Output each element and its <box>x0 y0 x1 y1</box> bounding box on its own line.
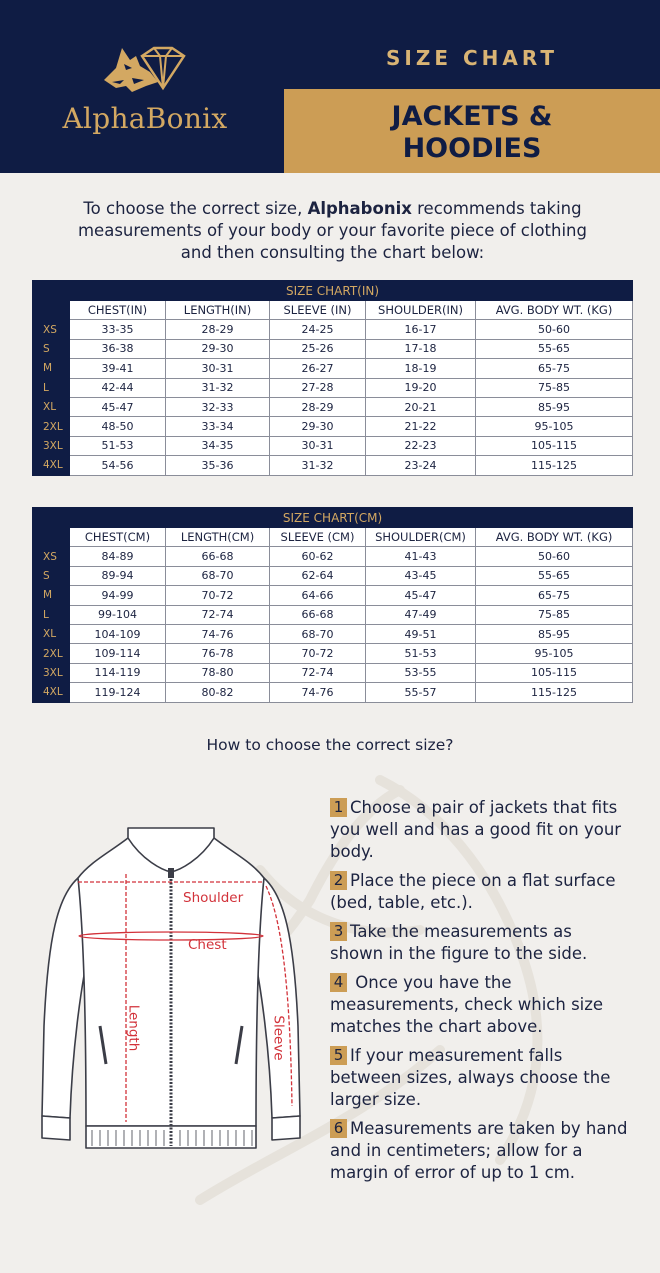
column-header: LENGTH(CM) <box>166 528 270 547</box>
table-row <box>33 359 633 378</box>
title-line-1: JACKETS & <box>391 101 553 132</box>
table-cell: 105-115 <box>476 436 633 455</box>
table-cell: 18-19 <box>366 359 476 378</box>
table-cell: 31-32 <box>270 456 366 475</box>
table-cell: 72-74 <box>166 605 270 624</box>
intro-brand: Alphabonix <box>307 199 412 218</box>
table-cell: 115-125 <box>476 683 633 702</box>
table-cell: 20-21 <box>366 397 476 416</box>
step-item <box>330 972 630 1038</box>
table-cell: 41-43 <box>366 547 476 566</box>
size-label: 2XL <box>33 417 70 436</box>
length-label: Length <box>125 1004 142 1052</box>
size-label: XL <box>33 624 70 643</box>
brand-logo <box>30 40 260 150</box>
guide-title: How to choose the correct size? <box>206 736 454 754</box>
title-line-2: HOODIES <box>402 133 542 164</box>
table-cell: 29-30 <box>166 339 270 358</box>
step-number: 2 <box>330 871 347 890</box>
step-text: Measurements are taken by hand and in centimeters; allow for a margin of error of up to 1 cm. <box>330 1119 628 1182</box>
measurement-steps <box>330 797 630 1191</box>
table-row <box>33 644 633 663</box>
table-cell: 17-18 <box>366 339 476 358</box>
table-cell: 84-89 <box>70 547 166 566</box>
table-row <box>33 397 633 416</box>
table-cell: 50-60 <box>476 547 633 566</box>
table-cell: 29-30 <box>270 417 366 436</box>
table-cell: 54-56 <box>70 456 166 475</box>
table-cell: 45-47 <box>366 586 476 605</box>
step-text: If your measurement falls between sizes, always choose the larger size. <box>330 1046 611 1109</box>
table-cell: 74-76 <box>270 683 366 702</box>
table-row <box>33 339 633 358</box>
table-cell: 27-28 <box>270 378 366 397</box>
header-corner <box>33 301 70 320</box>
table-cell: 33-35 <box>70 320 166 339</box>
table-cell: 104-109 <box>70 624 166 643</box>
column-header: SLEEVE (IN) <box>270 301 366 320</box>
table-cell: 75-85 <box>476 605 633 624</box>
sleeve-label: Sleeve <box>270 1015 287 1061</box>
table-cell: 55-57 <box>366 683 476 702</box>
size-chart-cm-table <box>32 507 633 703</box>
page-title <box>284 89 660 173</box>
table-cell: 68-70 <box>270 624 366 643</box>
table-row <box>33 436 633 455</box>
intro-part-1: To choose the correct size, <box>83 199 308 218</box>
column-header: AVG. BODY WT. (KG) <box>476 528 633 547</box>
table-cell: 53-55 <box>366 663 476 682</box>
size-label: XL <box>33 397 70 416</box>
step-number: 3 <box>330 922 347 941</box>
table-cell: 94-99 <box>70 586 166 605</box>
table-cell: 26-27 <box>270 359 366 378</box>
table-cell: 115-125 <box>476 456 633 475</box>
table-cell: 31-32 <box>166 378 270 397</box>
table-cell: 23-24 <box>366 456 476 475</box>
step-text: Once you have the measurements, check which size matches the chart above. <box>330 973 604 1036</box>
size-label: S <box>33 566 70 585</box>
step-number: 1 <box>330 798 347 817</box>
table-cell: 114-119 <box>70 663 166 682</box>
table-cell: 119-124 <box>70 683 166 702</box>
size-label: 4XL <box>33 683 70 702</box>
table-cell: 24-25 <box>270 320 366 339</box>
table-header-row <box>33 528 633 547</box>
step-number: 5 <box>330 1046 347 1065</box>
table-cell: 51-53 <box>366 644 476 663</box>
table-cell: 34-35 <box>166 436 270 455</box>
step-item <box>330 1045 630 1111</box>
column-header: SLEEVE (CM) <box>270 528 366 547</box>
table-cell: 65-75 <box>476 586 633 605</box>
table-cell: 109-114 <box>70 644 166 663</box>
header-corner <box>33 528 70 547</box>
table-caption-row <box>33 508 633 528</box>
size-label: 4XL <box>33 456 70 475</box>
table-cell: 95-105 <box>476 417 633 436</box>
table-cell: 42-44 <box>70 378 166 397</box>
table-row <box>33 547 633 566</box>
table-cell: 105-115 <box>476 663 633 682</box>
column-header: CHEST(IN) <box>70 301 166 320</box>
table-row <box>33 456 633 475</box>
table-cell: 36-38 <box>70 339 166 358</box>
table-cell: 95-105 <box>476 644 633 663</box>
column-header: SHOULDER(CM) <box>366 528 476 547</box>
table-row <box>33 320 633 339</box>
step-item <box>330 921 630 965</box>
table-cell: 30-31 <box>270 436 366 455</box>
size-label: XS <box>33 547 70 566</box>
column-header: CHEST(CM) <box>70 528 166 547</box>
table-cell: 50-60 <box>476 320 633 339</box>
size-label: 3XL <box>33 436 70 455</box>
table-row <box>33 663 633 682</box>
size-label: 3XL <box>33 663 70 682</box>
size-chart-inches-table <box>32 280 633 476</box>
step-text: Choose a pair of jackets that fits you well and has a good fit on your body. <box>330 798 622 861</box>
table-row <box>33 566 633 585</box>
table-caption-row <box>33 281 633 301</box>
table-caption: SIZE CHART(CM) <box>33 508 633 528</box>
size-label: S <box>33 339 70 358</box>
table-header-row <box>33 301 633 320</box>
table-cell: 78-80 <box>166 663 270 682</box>
column-header: LENGTH(IN) <box>166 301 270 320</box>
table-row <box>33 605 633 624</box>
table-cell: 16-17 <box>366 320 476 339</box>
table-cell: 89-94 <box>70 566 166 585</box>
table-cell: 99-104 <box>70 605 166 624</box>
table-row <box>33 586 633 605</box>
table-cell: 75-85 <box>476 378 633 397</box>
step-text: Place the piece on a flat surface (bed, table, etc.). <box>330 871 616 912</box>
table-cell: 65-75 <box>476 359 633 378</box>
table-cell: 85-95 <box>476 624 633 643</box>
table-cell: 45-47 <box>70 397 166 416</box>
shoulder-label: Shoulder <box>183 890 244 906</box>
table-row <box>33 417 633 436</box>
step-text: Take the measurements as shown in the figure to the side. <box>330 922 588 963</box>
table-cell: 28-29 <box>166 320 270 339</box>
step-number: 4 <box>330 973 347 992</box>
table-cell: 21-22 <box>366 417 476 436</box>
step-item <box>330 797 630 863</box>
chest-label: Chest <box>188 937 227 953</box>
table-cell: 22-23 <box>366 436 476 455</box>
table-caption: SIZE CHART(IN) <box>33 281 633 301</box>
size-label: M <box>33 586 70 605</box>
table-cell: 39-41 <box>70 359 166 378</box>
size-label: L <box>33 605 70 624</box>
table-cell: 76-78 <box>166 644 270 663</box>
intro-part-2: recommends taking measurements of your body or your favorite piece of clothing and then consulting the chart below: <box>77 199 587 262</box>
step-number: 6 <box>330 1119 347 1138</box>
size-chart-label: SIZE CHART <box>385 46 558 70</box>
table-cell: 66-68 <box>166 547 270 566</box>
table-cell: 33-34 <box>166 417 270 436</box>
column-header: SHOULDER(IN) <box>366 301 476 320</box>
step-item <box>330 870 630 914</box>
table-cell: 55-65 <box>476 566 633 585</box>
table-row <box>33 683 633 702</box>
table-cell: 85-95 <box>476 397 633 416</box>
table-cell: 19-20 <box>366 378 476 397</box>
table-cell: 32-33 <box>166 397 270 416</box>
table-cell: 43-45 <box>366 566 476 585</box>
brand-name: AlphaBonix <box>62 102 228 135</box>
size-label: L <box>33 378 70 397</box>
table-cell: 47-49 <box>366 605 476 624</box>
size-label: M <box>33 359 70 378</box>
table-cell: 80-82 <box>166 683 270 702</box>
table-cell: 60-62 <box>270 547 366 566</box>
table-cell: 48-50 <box>70 417 166 436</box>
table-cell: 64-66 <box>270 586 366 605</box>
table-cell: 62-64 <box>270 566 366 585</box>
table-cell: 49-51 <box>366 624 476 643</box>
column-header: AVG. BODY WT. (KG) <box>476 301 633 320</box>
table-cell: 66-68 <box>270 605 366 624</box>
table-cell: 68-70 <box>166 566 270 585</box>
table-cell: 35-36 <box>166 456 270 475</box>
table-cell: 70-72 <box>270 644 366 663</box>
table-cell: 28-29 <box>270 397 366 416</box>
table-row <box>33 624 633 643</box>
table-cell: 70-72 <box>166 586 270 605</box>
table-cell: 74-76 <box>166 624 270 643</box>
jacket-measurement-illustration <box>40 826 302 1156</box>
size-label: 2XL <box>33 644 70 663</box>
header-banner <box>0 0 660 173</box>
wolf-diamond-icon <box>102 42 188 100</box>
table-cell: 55-65 <box>476 339 633 358</box>
table-cell: 72-74 <box>270 663 366 682</box>
table-row <box>33 378 633 397</box>
table-cell: 30-31 <box>166 359 270 378</box>
intro-text <box>60 198 605 264</box>
table-cell: 51-53 <box>70 436 166 455</box>
table-cell: 25-26 <box>270 339 366 358</box>
step-item <box>330 1118 630 1184</box>
size-label: XS <box>33 320 70 339</box>
